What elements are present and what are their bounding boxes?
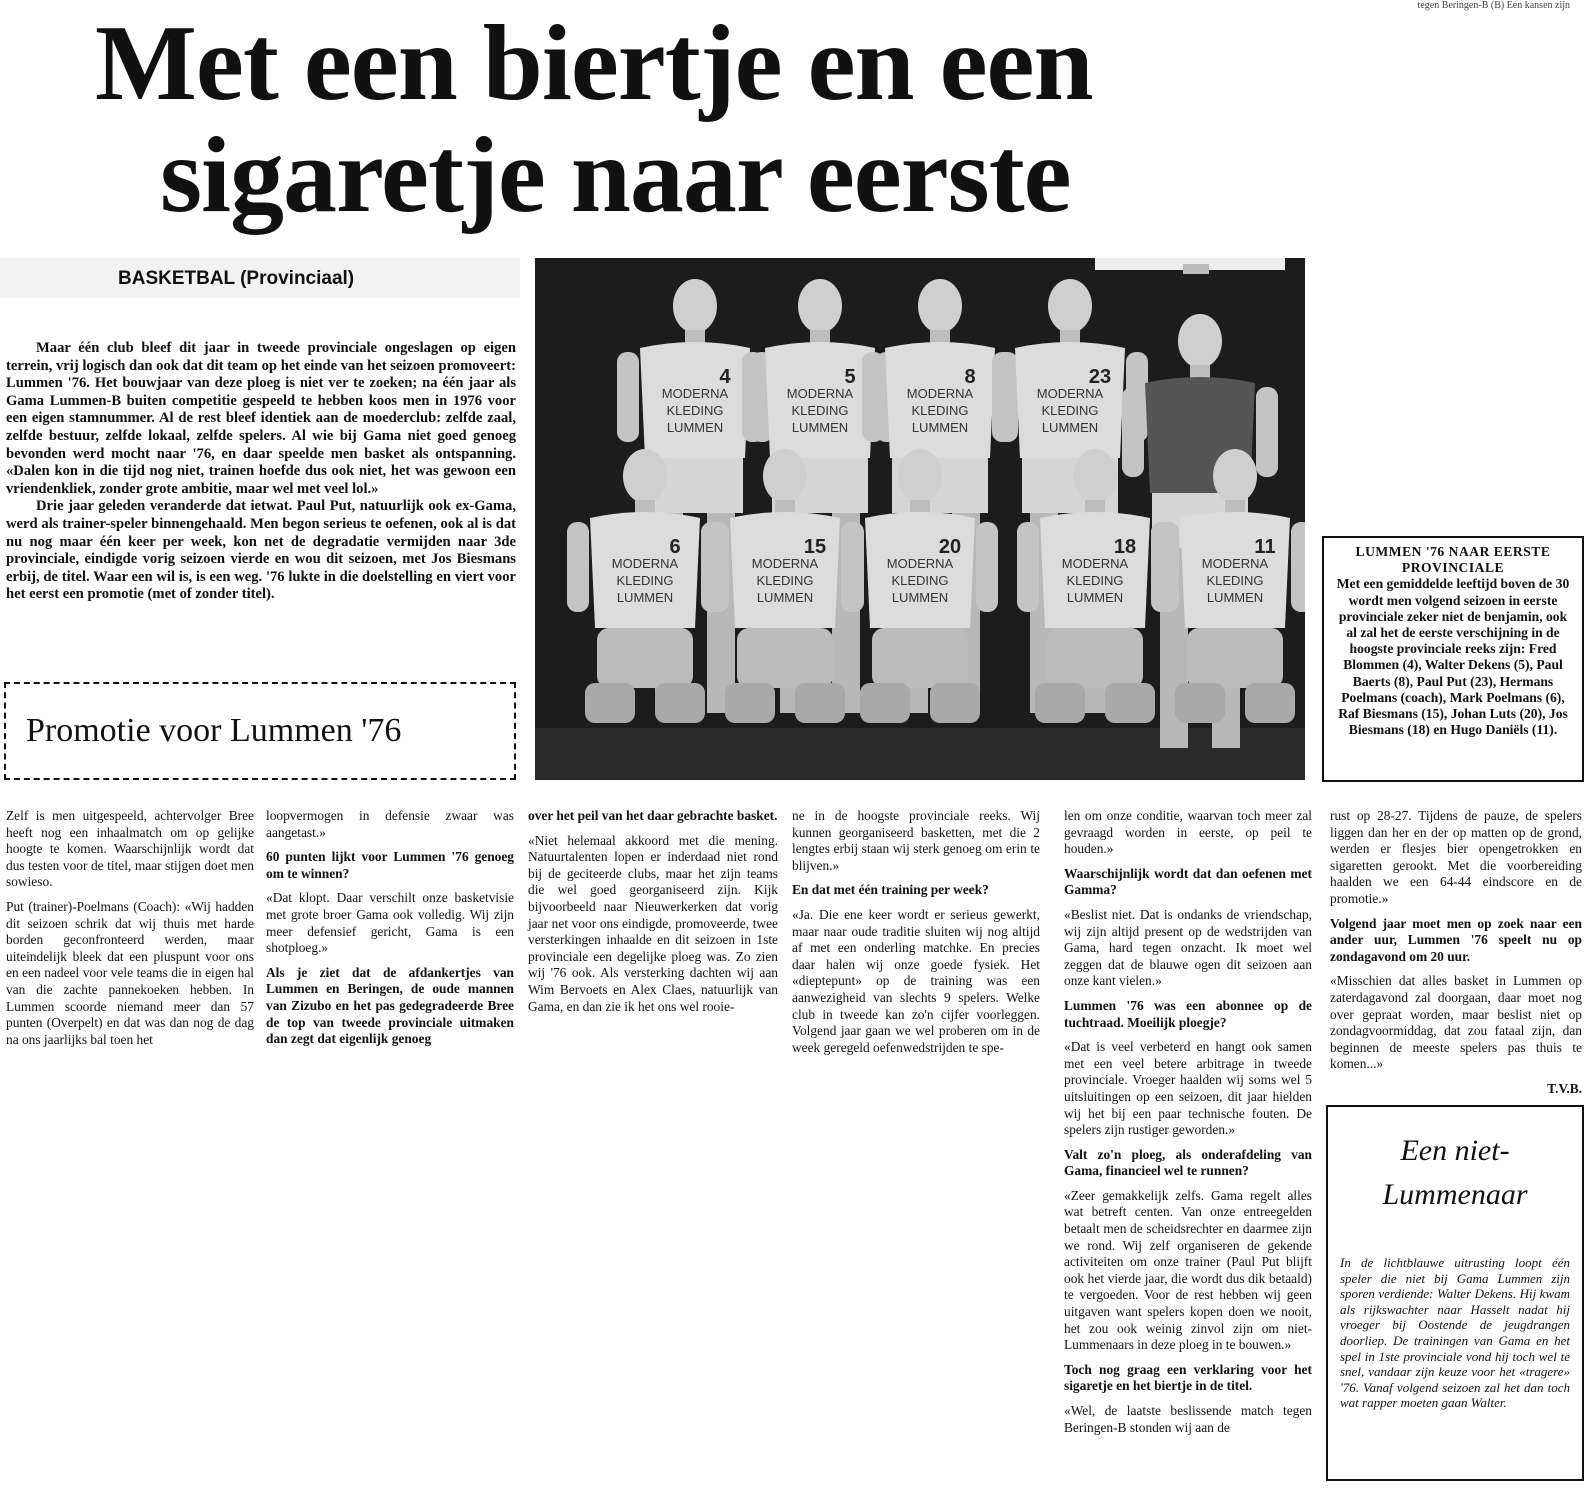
jersey-text: LUMMEN (756, 590, 814, 605)
jersey-text: KLEDING (1206, 573, 1264, 588)
jersey-number: 6 (669, 536, 681, 558)
sidebar-story (1326, 1105, 1584, 1481)
jersey-number: 5 (844, 366, 856, 388)
headline-line-1: Met een biertje en een (95, 4, 1093, 123)
jersey-text: LUMMEN (666, 420, 724, 435)
column-5-paragraph: «Zeer gemakkelijk zelfs. Gama regelt alles wat betreft centen. Van onze entreegelden betaalt men de scheidsrechter en daarmee zijn we rond. Wij zelf organiseren de gekende activiteiten om onze trainer (Paul Put blijft ook het vierde jaar, die wordt dus dik betaald) te vergoeden. Voor de rest hebben wij geen uitgaven want spelers kopen doen we nooit, het zou ook weinig zinvol zijn om niet-Lummenaars in deze ploeg in te bouwen.» (1064, 1187, 1312, 1353)
jersey-text: MODERNA (1036, 386, 1104, 401)
jersey-text: MODERNA (1061, 556, 1129, 571)
interview-question: Toch nog graag een verklaring voor het sigaretje en het biertje in de titel. (1064, 1361, 1312, 1394)
column-1 (6, 808, 254, 1056)
headline-line-2: sigaretje naar eerste (160, 116, 1071, 235)
jersey-text: LUMMEN (1066, 590, 1124, 605)
author-signature: T.V.B. (1547, 1080, 1582, 1096)
jersey-text: LUMMEN (616, 590, 674, 605)
column-3-paragraph: «Niet helemaal akkoord met die mening. Natuurtalenten lopen er inderdaad niet rond bij de geciteerde clubs, maar het zijn teams die wel goed georganiseerd zijn. Kijk bijvoorbeeld naar Nieuwerkerken dat vorig jaar net voor ons eindigde, promoveerde, twee versterkingen inhaalde en dit seizoen in 1ste provinciale een degelijke ploeg was. Zo zien wij '76 ook. Als versterking dachten wij aan Wim Bervoets en Alex Claes, natuurlijk van Gama, en dan zie ik het ons wel rooie- (528, 832, 778, 1014)
column-1-paragraph: Zelf is men uitgespeeld, achtervolger Bree heeft nog een inhaalmatch om op gelijke hoogte te komen. Waarschijnlijk wordt dat dus testen voor de titel, maar stijgen doet men sowieso. (6, 808, 254, 890)
interview-question: Valt zo'n ploeg, als onderafdeling van Gama, financieel wel te runnen? (1064, 1146, 1312, 1179)
jersey-number: 18 (1113, 536, 1137, 558)
team-photo-illustration (535, 258, 1305, 780)
jersey-text: MODERNA (886, 556, 954, 571)
interview-question: 60 punten lijkt voor Lummen '76 genoeg om te winnen? (266, 849, 514, 881)
team-photo (535, 258, 1305, 780)
jersey-text: MODERNA (1201, 556, 1269, 571)
column-2-paragraph: «Dat klopt. Daar verschilt onze basketvisie met grote broer Gama ook volledig. Wij zijn meer defensief gericht, Gama is een shotploeg.» (266, 890, 514, 956)
roster-box (1322, 536, 1584, 782)
column-5-paragraph: «Wel, de laatste beslissende match tegen Beringen-B stonden wij aan de (1064, 1403, 1312, 1435)
section-kicker: BASKETBAL (Provinciaal) (118, 268, 355, 289)
jersey-number: 23 (1088, 366, 1112, 388)
column-2 (266, 808, 514, 1056)
interview-question: Waarschijnlijk wordt dat dan oefenen met Gamma? (1064, 865, 1312, 898)
jersey-text: MODERNA (751, 556, 819, 571)
jersey-number: 15 (803, 536, 827, 558)
jersey-text: KLEDING (616, 573, 674, 588)
jersey-text: KLEDING (1041, 403, 1099, 418)
roster-box-body: Met een gemiddelde leeftijd boven de 30 wordt men volgend seizoen in eerste provinciale zeker niet de benjamin, ook al zal het de eerste verschijning in de hoogste provinciale reeks zijn: Fred Blommen (4), Walter Dekens (5), Paul Baerts (8), Paul Put (23), Hermans Poelmans (coach), Mark Poelmans (6), Raf Biesmans (15), Johan Luts (20), Jos Biesmans (18) en Hugo Daniëls (11). (1336, 576, 1570, 738)
interview-question: Als je ziet dat de afdankertjes van Lummen en Beringen, de oude mannen van Zizubo en het pas gedegradeerde Bree de top van tweede provinciale uitmaken dan zegt dat eigenlijk genoeg (266, 964, 514, 1047)
interview-question: Lummen '76 was een abonnee op de tuchtraad. Moeilijk ploegje? (1064, 997, 1312, 1030)
intro-text (6, 340, 516, 604)
column-5-paragraph: «Dat is veel verbeterd en hangt ook samen met een veel betere arbitrage in tweede provinciale. Vroeger haalden wij soms wel 5 uitsluitingen op een seizoen, dit jaar hielden wij het bij een paar technische fouten. De spelers zijn rustiger geworden.» (1064, 1039, 1312, 1138)
column-5-paragraph: «Beslist niet. Dat is ondanks de vriendschap, wij zijn altijd present op de wedstrijden van Gama, hard tegen onzacht. Ik moet wel zeggen dat de blauwe ogen dit seizoen aan onze kant vielen.» (1064, 906, 1312, 989)
jersey-text: KLEDING (666, 403, 724, 418)
jersey-text: KLEDING (791, 403, 849, 418)
jersey-text: LUMMEN (1206, 590, 1264, 605)
column-4-paragraph: «Ja. Die ene keer wordt er serieus gewerkt, maar naar oude traditie sluiten wij nog altijd af met een onderling matchke. En precies daar halen wij onze goede fysiek. Het «dieptepunt» op de training was een aanwezigheid van slechts 9 spelers. Welke club in tweede kan zo'n cijfer voorleggen. Volgend jaar gaan we wel proberen om in de week geregeld oefenwedstrijden te spe- (792, 906, 1040, 1055)
interview-question: Volgend jaar moet men op zoek naar een ander uur, Lummen '76 speelt nu op zondagavond om 20 uur. (1330, 915, 1582, 964)
intro-paragraph-1: Maar één club bleef dit jaar in tweede provinciale ongeslagen op eigen terrein, vrij logisch dan ook dat dit team op het einde van het seizoen promoveert: Lummen '76. Het bouwjaar van deze ploeg is niet ver te zoeken; na één jaar als Gama Lummen-B buiten competitie gespeeld te hebben koos men in 1976 voor een eigen stamnummer. Al de rest bleef identiek aan de moederclub: zelfde zaal, zelfde bestuur, zelfde lokaal, zelfde spelers. Al wie bij Gama niet goed genoeg bevonden werd mocht naar '76, en daar speelde men basket als ontspanning. «Dalen kon in die tijd nog niet, trainen hoefde dus ook niet, het was gewoon een vriendenkliek, zonder grote ambitie, maar wel met veel lol.» (6, 340, 516, 497)
jersey-text: LUMMEN (1041, 420, 1099, 435)
jersey-number: 20 (938, 536, 962, 558)
column-5-paragraph: len om onze conditie, waarvan toch meer zal gevraagd worden in eerste, op peil te houden.» (1064, 808, 1312, 857)
column-2-paragraph: loopvermogen in defensie zwaar was aangetast.» (266, 808, 514, 840)
jersey-text: KLEDING (911, 403, 969, 418)
column-4 (792, 808, 1040, 1064)
promo-box (4, 682, 516, 780)
sidebar-story-title-line-2: Lummenaar (1382, 1178, 1528, 1211)
jersey-number: 4 (719, 366, 731, 388)
roster-box-heading: LUMMEN '76 NAAR EERSTE PROVINCIALE (1355, 544, 1551, 576)
sidebar-story-body: In de lichtblauwe uitrusting loopt één speler die niet bij Gama Lummen zijn sporen verdiende: Walter Dekens. Hij kwam als rijkswachter naar Hasselt nadat hij vroeger bij Oostende de jeugdrangen doorliep. De trainingen van Gama en het spel in 1ste provinciale vond hij toch wel te snel, vandaar zijn keuze voor het «tragere» '76. Vanaf volgend seizoen zal het dan toch wat rapper moeten gaan Walter. (1340, 1255, 1570, 1411)
headline (95, 4, 1275, 235)
jersey-text: LUMMEN (791, 420, 849, 435)
column-6 (1330, 808, 1582, 1106)
interview-question: En dat met één training per week? (792, 882, 989, 898)
column-1-paragraph: Put (trainer)-Poelmans (Coach): «Wij hadden dit seizoen schrik dat wij thuis met harde borden geconfronteerd werden, maar uiteindelijk bleek dat een pluspunt voor ons en een nadeel voor vele teams die in eigen hal van die zachte pannekoeken hebben. In Lummen scoorde niemand meer dan 57 punten (Overpelt) en dat was dan nog de dag na ons jaarlijks bal toen het (6, 898, 254, 1047)
column-3 (528, 808, 778, 1023)
jersey-text: MODERNA (661, 386, 729, 401)
column-6-paragraph: «Misschien dat alles basket in Lummen op zaterdagavond zal doorgaan, daar moet nog over gepraat worden, maar beslist niet op zondagvoormiddag, dat zou fataal zijn, dan beginnen de meeste spelers pas thuis te komen...» (1330, 973, 1582, 1072)
intro-paragraph-2: Drie jaar geleden veranderde dat ietwat. Paul Put, natuurlijk ook ex-Gama, werd als trainer-speler binnengehaald. Men begon serieus te oefenen, ook al is dat nu nog maar één keer per week, kon net de degradatie vermijden naar 3de provinciale, eindigde vorig seizoen vierde en wou dit seizoen, met Jos Biesmans erbij, de titel. Waar een wil is, is een weg. '76 lukte in die doelstelling en viert voor het eerst een promotie (met of zonder titel). (6, 498, 516, 603)
jersey-text: MODERNA (906, 386, 974, 401)
sidebar-story-title-line-1: Een niet- (1400, 1134, 1510, 1167)
corner-note: tegen Beringen-B (B) Een kansen zijn (1417, 0, 1570, 11)
jersey-number: 11 (1254, 536, 1276, 558)
promo-box-text: Promotie voor Lummen '76 (26, 712, 402, 749)
jersey-text: LUMMEN (891, 590, 949, 605)
column-6-paragraph: rust op 28-27. Tijdens de pauze, de spelers liggen dan her en der op matten op de grond, werden er flesjes bier opengetrokken en sigaretten gerookt. Met die voorbereiding haalden we een 64-44 eindscore en de promotie.» (1330, 808, 1582, 906)
interview-question: over het peil van het daar gebrachte basket. (528, 808, 778, 823)
jersey-text: KLEDING (891, 573, 949, 588)
jersey-text: LUMMEN (911, 420, 969, 435)
jersey-number: 8 (964, 366, 976, 388)
column-4-paragraph: ne in de hoogste provinciale reeks. Wij kunnen georganiseerd basketten, met die 2 lengtes erbij staan wij sterk genoeg om erin te blijven.» (792, 808, 1040, 873)
jersey-text: KLEDING (1066, 573, 1124, 588)
sidebar-story-title (1328, 1129, 1582, 1217)
column-5 (1064, 808, 1312, 1444)
jersey-text: KLEDING (756, 573, 814, 588)
jersey-text: MODERNA (611, 556, 679, 571)
jersey-text: MODERNA (786, 386, 854, 401)
